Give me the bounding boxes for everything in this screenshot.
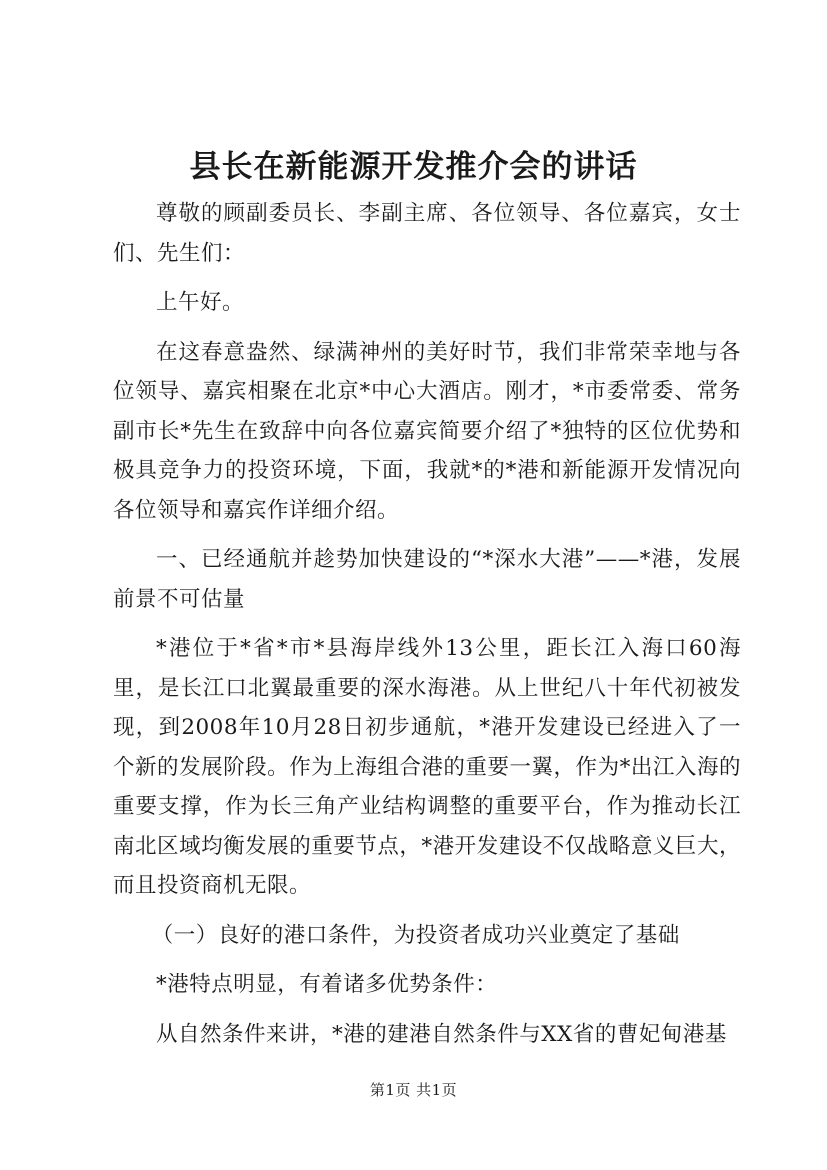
document-body (113, 194, 741, 1054)
section-heading-1: 一、已经通航并趁势加快建设的“*深水大港”——*港，发展前景不可估量 (113, 547, 741, 612)
paragraph-natural-conditions: 从自然条件来讲，*港的建港自然条件与XX省的曹妃甸港基 (156, 1021, 727, 1047)
paragraph-intro: 在这春意盎然、绿满神州的美好时节，我们非常荣幸地与各位领导、嘉宾相聚在北京*中心大酒店。刚才，*市委常委、常务副市长*先生在致辞中向各位嘉宾简要介绍了*独特的区位优势和极具竞争力的投资环境，下面，我就*的*港和新能源开发情况向各位领导和嘉宾作详细介绍。 (113, 339, 741, 523)
paragraph-salutation: 尊敬的顾副委员长、李副主席、各位领导、各位嘉宾，女士们、先生们： (113, 201, 741, 266)
paragraph-port-overview: *港位于*省*市*县海岸线外13公里，距长江入海口60海里，是长江口北翼最重要的深水海港。从上世纪八十年代初被发现，到2008年10月28日初步通航，*港开发建设已经进入了一个新的发展阶段。作为上海组合港的重要一翼，作为*出江入海的重要支撑，作为长三角产业结构调整的重要平台，作为推动长江南北区域均衡发展的重要节点，*港开发建设不仅战略意义巨大，而且投资商机无限。 (113, 636, 741, 898)
paragraph-port-features: *港特点明显，有着诸多优势条件： (156, 972, 498, 997)
paragraph-greeting: 上午好。 (156, 290, 245, 315)
document-title: 县长在新能源开发推介会的讲话 (189, 149, 638, 185)
subsection-heading-1: （一）良好的港口条件，为投资者成功兴业奠定了基础 (151, 922, 680, 948)
page-number-footer: 第1页 共1页 (369, 1081, 458, 1099)
